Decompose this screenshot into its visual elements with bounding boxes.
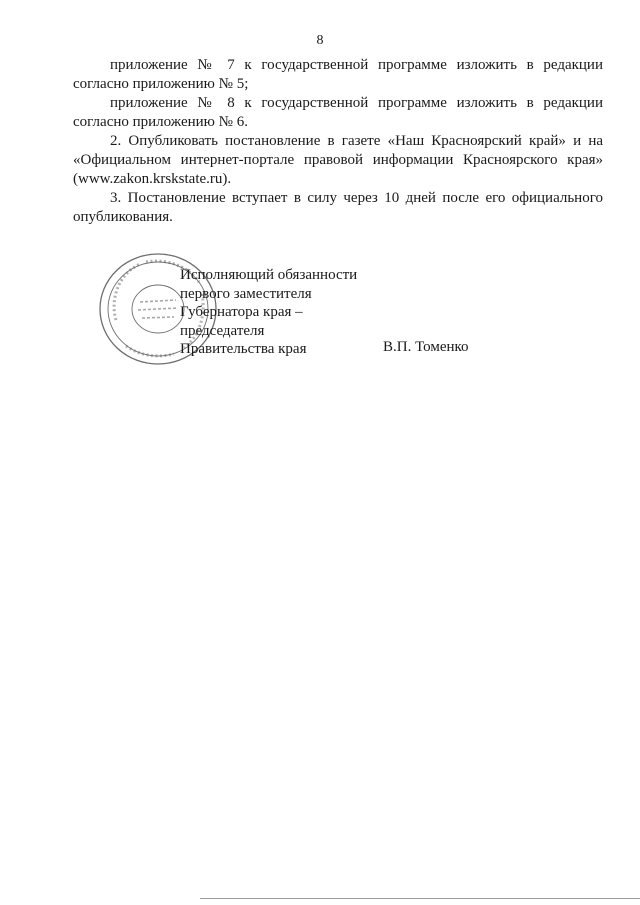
signatory-name: В.П. Томенко <box>383 339 469 355</box>
signatory-position <box>180 266 357 359</box>
scan-edge-line <box>200 898 640 899</box>
document-body <box>73 56 603 227</box>
signatory-position-line: первого заместителя <box>180 285 312 302</box>
paragraph-appendix-7: приложение № 7 к государственной программе изложить в редакции согласно приложению № 5; <box>73 57 603 92</box>
signatory-position-line: Губернатора края – <box>180 304 303 320</box>
page-number: 8 <box>316 33 324 48</box>
signatory-position-line: председателя <box>180 322 265 339</box>
paragraph-publication: 2. Опубликовать постановление в газете «Наш Красноярский край» и на «Официальном интернет-портале правовой информации Красноярского края» (www.zakon.krskstate.ru). <box>73 133 603 187</box>
signatory-position-line: Исполняющий обязанности <box>180 267 358 283</box>
signatory-position-line: Правительства края <box>180 341 307 357</box>
paragraph-appendix-8: приложение № 8 к государственной программе изложить в редакции согласно приложению № 6. <box>73 95 603 130</box>
paragraph-entry-into-force: 3. Постановление вступает в силу через 10 дней после его официального опубликования. <box>73 190 603 225</box>
